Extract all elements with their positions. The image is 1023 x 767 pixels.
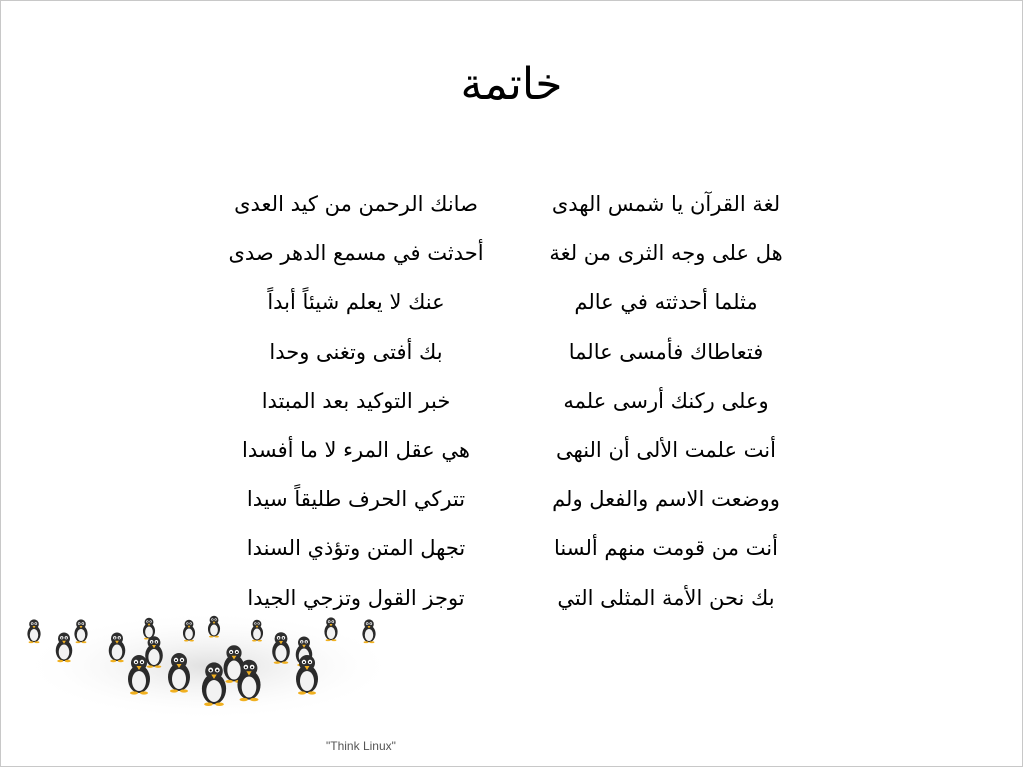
verse-2-left: أحدثت في مسمع الدهر صدى	[228, 241, 484, 266]
verse-8-right: أنت من قومت منهم ألسنا	[554, 536, 778, 561]
poem	[201, 182, 821, 625]
slide-title: خاتمة	[460, 59, 563, 110]
verse-4-left: بك أفتى وتغنى وحدا	[269, 339, 443, 364]
penguin-crowd-icon	[19, 601, 399, 731]
verse-5-right: وعلى ركنك أرسى علمه	[563, 388, 769, 413]
verse-7-left: تتركي الحرف طليقاً سيدا	[246, 487, 466, 512]
verse-3-right: مثلما أحدثته في عالم	[574, 290, 758, 315]
verse-2-right: هل على وجه الثرى من لغة	[549, 241, 783, 266]
verse-1-left: صانك الرحمن من كيد العدى	[234, 192, 478, 216]
verse-3-left: عنك لا يعلم شيئاً أبداً	[267, 290, 445, 315]
verse-9-right: بك نحن الأمة المثلى التي	[557, 585, 775, 610]
verse-6-right: أنت علمت الألى أن النهى	[556, 437, 776, 462]
verse-4-right: فتعاطاك فأمسى عالما	[568, 339, 764, 364]
verse-9-left: توجز القول وتزجي الجيدا	[247, 585, 465, 610]
verse-7-right: ووضعت الاسم والفعل ولم	[552, 487, 780, 512]
verse-5-left: خبر التوكيد بعد المبتدا	[261, 388, 451, 413]
image-caption: "Think Linux"	[326, 739, 396, 753]
verse-1-right: لغة القرآن يا شمس الهدى	[551, 192, 781, 216]
verse-6-left: هي عقل المرء لا ما أفسدا	[242, 437, 470, 462]
verse-8-left: تجهل المتن وتؤذي السندا	[246, 536, 466, 561]
